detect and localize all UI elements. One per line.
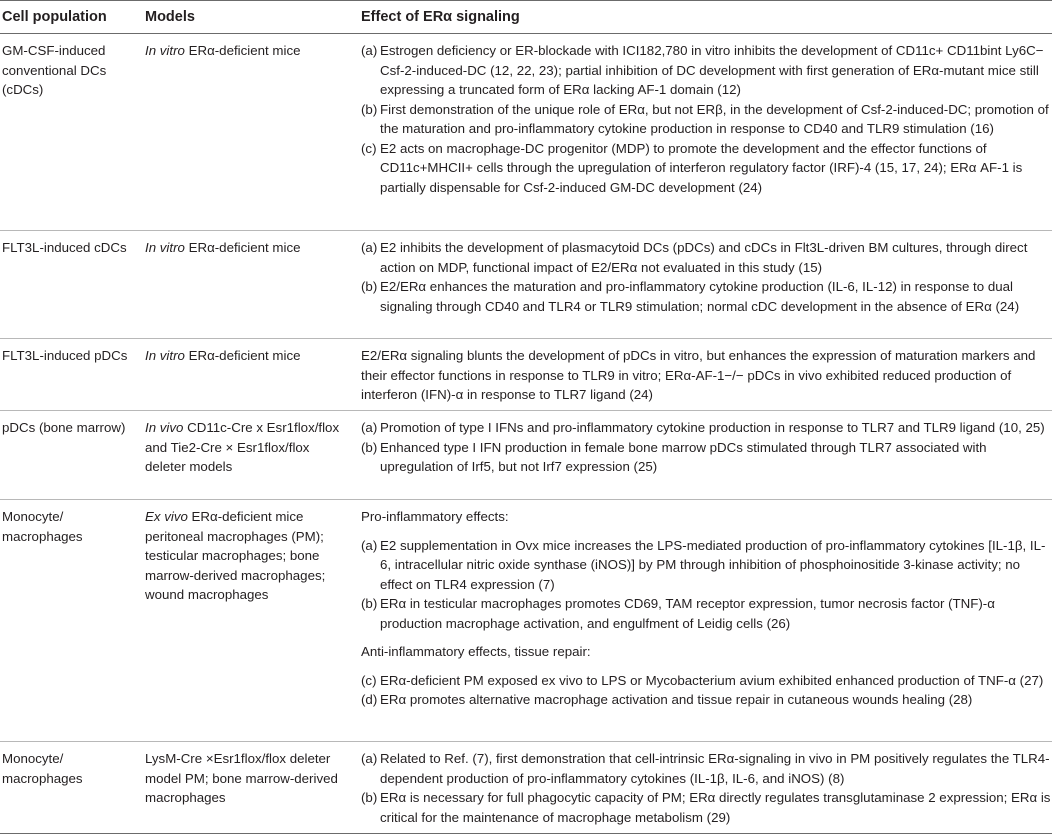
table-row — [0, 500, 1052, 742]
list-item: (d) ERα promotes alternative macrophage activation and tissue repair in cutaneous wounds healing (28) — [361, 690, 1051, 710]
header-cell-models: Models — [145, 8, 195, 25]
list-item: (b) ERα in testicular macrophages promotes CD69, TAM receptor expression, tumor necrosis factor (TNF)-α production macrophage activation, and engulfment of Leidig cells (26) — [361, 594, 1051, 633]
population-cell: pDCs (bone marrow) — [2, 420, 126, 435]
section-heading: Anti-inflammatory effects, tissue repair: — [361, 644, 591, 659]
table-row — [0, 339, 1052, 411]
table-row — [0, 231, 1052, 339]
population-cell: GM-CSF-induced conventional DCs (cDCs) — [2, 43, 107, 97]
list-item: (b) E2/ERα enhances the maturation and pro-inflammatory cytokine production (IL-6, IL-12) in response to dual signaling through CD40 and TLR4 or TLR9 stimulation; normal cDC development in the absence of ERα (24) — [361, 277, 1051, 316]
item-text: Promotion of type I IFNs and pro-inflammatory cytokine production in response to TLR7 and TLR9 ligand (10, 25) — [380, 420, 1045, 435]
item-text: E2 inhibits the development of plasmacytoid DCs (pDCs) and cDCs in Flt3L-driven BM cultures, through direct action on MDP, functional impact of E2/ERα not evaluated in this study (15) — [380, 240, 1028, 275]
effect-cell — [361, 507, 1051, 741]
population-cell: Monocyte/ macrophages — [2, 509, 83, 544]
item-text: ERα in testicular macrophages promotes CD69, TAM receptor expression, tumor necrosis factor (TNF)-α production macrophage activation, and engulfment of Leidig cells (26) — [380, 596, 995, 631]
effect-cell — [361, 41, 1051, 230]
model-cell: In vitro ERα-deficient mice — [145, 240, 301, 255]
model-cell: In vitro ERα-deficient mice — [145, 348, 301, 363]
item-text: E2 supplementation in Ovx mice increases the LPS-mediated production of pro-inflammatory cytokines [IL-1β, IL-6, intracellular nitric oxide synthase (iNOS)] by PM through inhibition of phosphoinositide 3-kinase activity; no effect on TLR4 expression (7) — [380, 537, 1046, 592]
model-cell: Ex vivo ERα-deficient mice peritoneal macrophages (PM); testicular macrophages; bone marrow-derived macrophages; wound macrophages — [145, 509, 326, 602]
item-text: Enhanced type I IFN production in female bone marrow pDCs stimulated through TLR7 associated with upregulation of Irf5, but not Irf7 expression (25) — [380, 439, 987, 474]
item-text: Related to Ref. (7), first demonstration that cell-intrinsic ERα-signaling in vivo in PM positively regulates the TLR4-dependent production of pro-inflammatory cytokines (IL-1β, IL-6, and iNOS) (8) — [380, 751, 1050, 786]
effect-cell — [361, 238, 1051, 338]
list-item: (a) Related to Ref. (7), first demonstration that cell-intrinsic ERα-signaling in vivo in PM positively regulates the TLR4-dependent production of pro-inflammatory cytokines (IL-1β, IL-6, and iNOS) (8) — [361, 749, 1051, 788]
list-item: (a) E2 supplementation in Ovx mice increases the LPS-mediated production of pro-inflammatory cytokines [IL-1β, IL-6, intracellular nitric oxide synthase (iNOS)] by PM through inhibition of phosphoinositide 3-kinase activity; no effect on TLR4 expression (7) — [361, 536, 1051, 595]
effect-cell — [361, 749, 1051, 833]
header-cell-effect: Effect of ERα signaling — [361, 8, 520, 25]
population-cell: FLT3L-induced cDCs — [2, 240, 127, 255]
item-text: Estrogen deficiency or ER-blockade with ICI182,780 in vitro inhibits the development of CD11c+ CD11bint Ly6C− Csf-2-induced-DC (12, 22, 23); partial inhibition of DC development with first generation of ERα-mutant mice still expressing a truncated form of ERα lacking AF-1 domain (12) — [380, 43, 1044, 97]
effect-cell — [361, 418, 1051, 499]
list-item: (c) E2 acts on macrophage-DC progenitor (MDP) to promote the development and the effector functions of CD11c+MHCII+ cells through the upregulation of interferon regulatory factor (IRF)-4 (15, 17, 24); ERα AF-1 is partially dispensable for Csf-2-induced GM-DC development (24) — [361, 139, 1051, 198]
list-item: (b) Enhanced type I IFN production in female bone marrow pDCs stimulated through TLR7 associated with upregulation of Irf5, but not Irf7 expression (25) — [361, 438, 1051, 477]
list-item: (a) E2 inhibits the development of plasmacytoid DCs (pDCs) and cDCs in Flt3L-driven BM cultures, through direct action on MDP, functional impact of E2/ERα not evaluated in this study (15) — [361, 238, 1051, 277]
model-cell: In vitro ERα-deficient mice — [145, 43, 301, 58]
model-cell: LysM-Cre ×Esr1flox/flox deleter model PM; bone marrow-derived macrophages — [145, 751, 338, 805]
item-text: ERα-deficient PM exposed ex vivo to LPS or Mycobacterium avium exhibited enhanced production of TNF-α (27) — [380, 672, 1044, 688]
list-item: (c) ERα-deficient PM exposed ex vivo to LPS or Mycobacterium avium exhibited enhanced production of TNF-α (27) — [361, 671, 1051, 691]
table-row — [0, 742, 1052, 834]
list-item: (a) Estrogen deficiency or ER-blockade with ICI182,780 in vitro inhibits the development of CD11c+ CD11bint Ly6C− Csf-2-induced-DC (12, 22, 23); partial inhibition of DC development with first generation of ERα-mutant mice still expressing a truncated form of ERα lacking AF-1 domain (12) — [361, 41, 1051, 100]
table-row — [0, 34, 1052, 231]
header-cell-population: Cell population — [2, 8, 107, 25]
model-cell: In vivo CD11c-Cre x Esr1flox/flox and Tie2-Cre × Esr1flox/flox deleter models — [145, 420, 340, 474]
table-row — [0, 411, 1052, 500]
item-text: E2 acts on macrophage-DC progenitor (MDP) to promote the development and the effector functions of CD11c+MHCII+ cells through the upregulation of interferon regulatory factor (IRF)-4 (15, 17, 24); ERα AF-1 is partially dispensable for Csf-2-induced GM-DC development (24) — [380, 140, 1023, 195]
list-item: (b) First demonstration of the unique role of ERα, but not ERβ, in the development of Csf-2-induced-DC; promotion of the maturation and pro-inflammatory cytokine production in response to CD40 and TLR9 stimulation (16) — [361, 100, 1051, 139]
item-text: ERα is necessary for full phagocytic capacity of PM; ERα directly regulates transglutaminase 2 expression; ERα is critical for the maintenance of macrophage metabolism (29) — [380, 790, 1051, 825]
item-text: First demonstration of the unique role of ERα, but not ERβ, in the development of Csf-2-induced-DC; promotion of the maturation and pro-inflammatory cytokine production in response to CD40 and TLR9 stimulation (16) — [380, 101, 1049, 136]
effect-text: E2/ERα signaling blunts the development of pDCs in vitro, but enhances the expression of maturation markers and their effector functions in response to TLR9 in vitro; ERα-AF-1−/− pDCs in vivo exhibited reduced production of interferon (IFN)-α in response to TLR7 ligand (24) — [361, 348, 1036, 402]
population-cell: FLT3L-induced pDCs — [2, 348, 128, 363]
section-heading: Pro-inflammatory effects: — [361, 509, 509, 524]
population-cell: Monocyte/ macrophages — [2, 751, 83, 786]
table-header — [0, 0, 1052, 34]
list-item: (a) Promotion of type I IFNs and pro-inflammatory cytokine production in response to TLR7 and TLR9 ligand (10, 25) — [361, 418, 1051, 438]
item-text: E2/ERα enhances the maturation and pro-inflammatory cytokine production (IL-6, IL-12) in response to dual signaling through CD40 and TLR4 or TLR9 stimulation; normal cDC development in the absence of ERα (24) — [380, 279, 1020, 314]
list-item: (b) ERα is necessary for full phagocytic capacity of PM; ERα directly regulates transglutaminase 2 expression; ERα is critical for the maintenance of macrophage metabolism (29) — [361, 788, 1051, 827]
item-text: ERα promotes alternative macrophage activation and tissue repair in cutaneous wounds healing (28) — [380, 692, 973, 707]
